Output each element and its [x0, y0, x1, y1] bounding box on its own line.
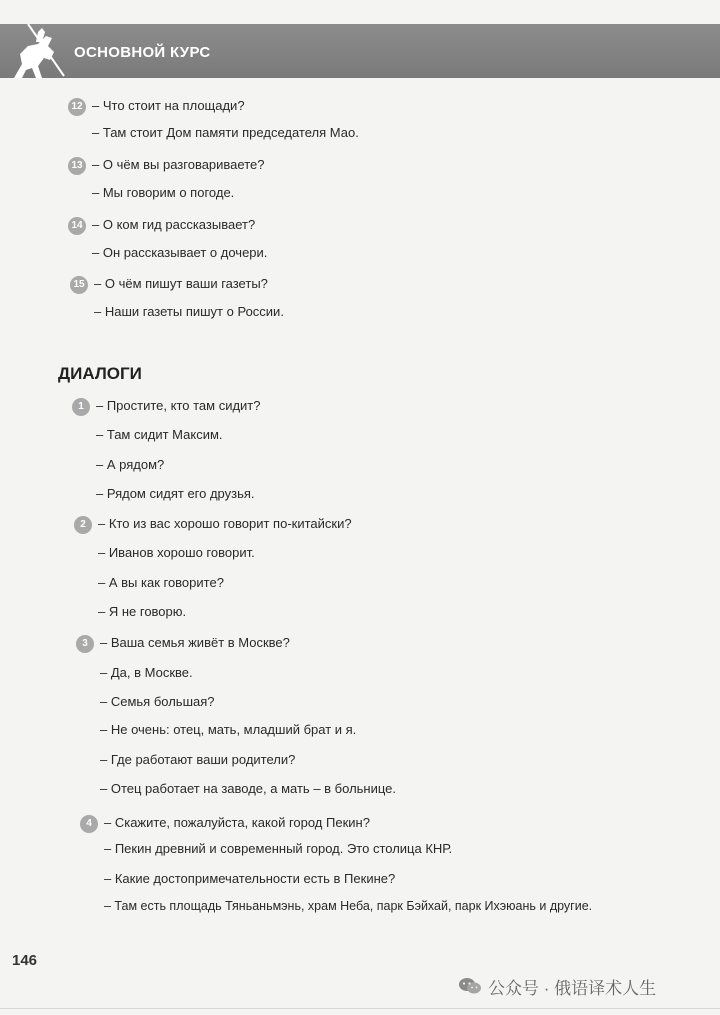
exercise-line: – О чём вы разговариваете? — [92, 157, 265, 172]
course-title: ОСНОВНОЙ КУРС — [74, 44, 211, 61]
dialogue-line: – Какие достопримечательности есть в Пекине? — [104, 871, 396, 886]
exercise-number: 12 — [68, 98, 86, 116]
exercise-line: – О ком гид рассказывает? — [92, 217, 256, 232]
watermark-text: 公众号 · 俄语译术人生 — [488, 978, 657, 998]
header-bar — [0, 24, 720, 78]
bottom-divider — [0, 1008, 720, 1009]
dialogue-line: – Иванов хорошо говорит. — [98, 545, 255, 560]
dialogue-number: 1 — [72, 398, 90, 416]
dialogue-line: – Рядом сидят его друзья. — [96, 486, 255, 501]
exercise-line: – Там стоит Дом памяти председателя Мао. — [92, 125, 359, 140]
watermark — [458, 976, 656, 996]
dialogue-line: – А вы как говорите? — [98, 575, 224, 590]
exercise-number: 13 — [68, 157, 86, 175]
wechat-icon — [458, 977, 482, 995]
dialogue-number: 3 — [76, 635, 94, 653]
dialogue-line: – Пекин древний и современный город. Это столица КНР. — [104, 841, 453, 856]
exercise-line: – Мы говорим о погоде. — [92, 185, 235, 200]
dialogue-line: – Скажите, пожалуйста, какой город Пекин? — [104, 815, 370, 830]
section-title: ДИАЛОГИ — [58, 364, 142, 383]
dialogue-line: – Я не говорю. — [98, 604, 187, 619]
dialogue-line: – Ваша семья живёт в Москве? — [100, 635, 290, 650]
exercise-line: – Что стоит на площади? — [92, 98, 245, 113]
dialogue-line: – Не очень: отец, мать, младший брат и я. — [100, 722, 357, 737]
exercise-number: 15 — [70, 276, 88, 294]
dialogue-number: 4 — [80, 815, 98, 833]
dialogue-line: – Простите, кто там сидит? — [96, 398, 261, 413]
exercise-line: – Наши газеты пишут о России. — [94, 304, 284, 319]
dialogue-line: – Кто из вас хорошо говорит по-китайски? — [98, 516, 352, 531]
exercise-line: – О чём пишут ваши газеты? — [94, 276, 268, 291]
dialogue-line: – Где работают ваши родители? — [100, 752, 296, 767]
dialogue-line: – Отец работает на заводе, а мать – в больнице. — [100, 781, 397, 796]
dialogue-line: – Да, в Москве. — [100, 665, 193, 680]
dialogue-number: 2 — [74, 516, 92, 534]
exercise-line: – Он рассказывает о дочери. — [92, 245, 268, 260]
dialogue-line: – А рядом? — [96, 457, 165, 472]
horse-rider-icon — [8, 20, 70, 84]
dialogue-line: – Семья большая? — [100, 694, 215, 709]
dialogue-line: – Там есть площадь Тяньаньмэнь, храм Неба, парк Бэйхай, парк Ихэюань и другие. — [104, 899, 593, 913]
dialogue-line: – Там сидит Максим. — [96, 427, 223, 442]
exercise-number: 14 — [68, 217, 86, 235]
page-number: 146 — [12, 952, 38, 969]
